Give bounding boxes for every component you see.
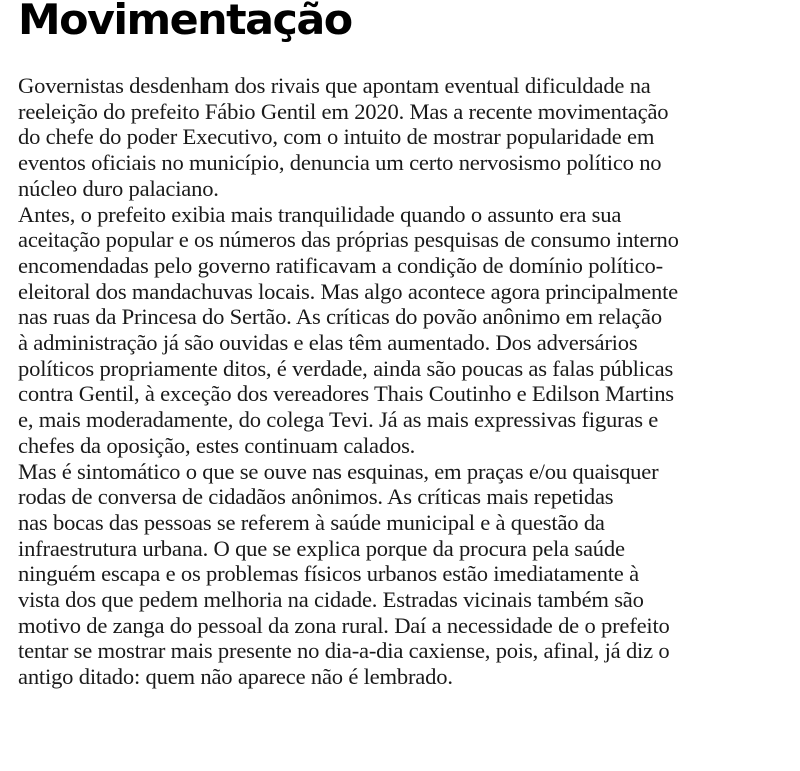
paragraph-3 bbox=[18, 459, 788, 690]
text-line: do chefe do poder Executivo, com o intuito de mostrar popularidade em bbox=[18, 124, 655, 150]
text-line: ninguém escapa e os problemas físicos urbanos estão imediatamente à bbox=[18, 561, 639, 587]
text-line: chefes da oposição, estes continuam calados. bbox=[18, 432, 416, 458]
text-line: antigo ditado: quem não aparece não é lembrado. bbox=[18, 664, 453, 690]
text-line: rodas de conversa de cidadãos anônimos. As críticas mais repetidas bbox=[18, 484, 614, 510]
text-line: núcleo duro palaciano. bbox=[18, 175, 219, 201]
text-line: contra Gentil, à exceção dos vereadores Thais Coutinho e Edilson Martins bbox=[18, 381, 674, 407]
text-line: motivo de zanga do pessoal da zona rural. Daí a necessidade de o prefeito bbox=[18, 612, 670, 638]
paragraph-2 bbox=[18, 202, 788, 459]
article bbox=[18, 0, 788, 690]
text-line: e, mais moderadamente, do colega Tevi. Já as mais expressivas figuras e bbox=[18, 407, 659, 433]
paragraph-1 bbox=[18, 73, 788, 202]
text-line: Governistas desdenham dos rivais que apontam eventual dificuldade na bbox=[18, 73, 651, 98]
text-line: eleitoral dos mandachuvas locais. Mas algo acontece agora principalmente bbox=[18, 278, 679, 304]
text-line: nas bocas das pessoas se referem à saúde municipal e à questão da bbox=[18, 509, 605, 535]
text-line: Mas é sintomático o que se ouve nas esquinas, em praças e/ou quaisquer bbox=[18, 458, 659, 484]
text-line: nas ruas da Princesa do Sertão. As críticas do povão anônimo em relação bbox=[18, 304, 662, 330]
text-line: reeleição do prefeito Fábio Gentil em 2020. Mas a recente movimentação bbox=[18, 98, 669, 124]
text-line: vista dos que pedem melhoria na cidade. Estradas vicinais também são bbox=[18, 587, 644, 613]
text-line: Antes, o prefeito exibia mais tranquilidade quando o assunto era sua bbox=[18, 201, 622, 227]
text-line: eventos oficiais no município, denuncia um certo nervosismo político no bbox=[18, 150, 662, 176]
text-line: encomendadas pelo governo ratificavam a condição de domínio político- bbox=[18, 252, 663, 278]
text-line: à administração já são ouvidas e elas têm aumentado. Dos adversários bbox=[18, 330, 638, 356]
text-line: políticos propriamente ditos, é verdade, ainda são poucas as falas públicas bbox=[18, 355, 674, 381]
headline: Movimentação bbox=[18, 0, 352, 44]
text-line: tentar se mostrar mais presente no dia-a-dia caxiense, pois, afinal, já diz o bbox=[18, 638, 670, 664]
text-line: aceitação popular e os números das próprias pesquisas de consumo interno bbox=[18, 227, 679, 253]
text-line: infraestrutura urbana. O que se explica porque da procura pela saúde bbox=[18, 535, 625, 561]
article-body bbox=[18, 73, 788, 690]
